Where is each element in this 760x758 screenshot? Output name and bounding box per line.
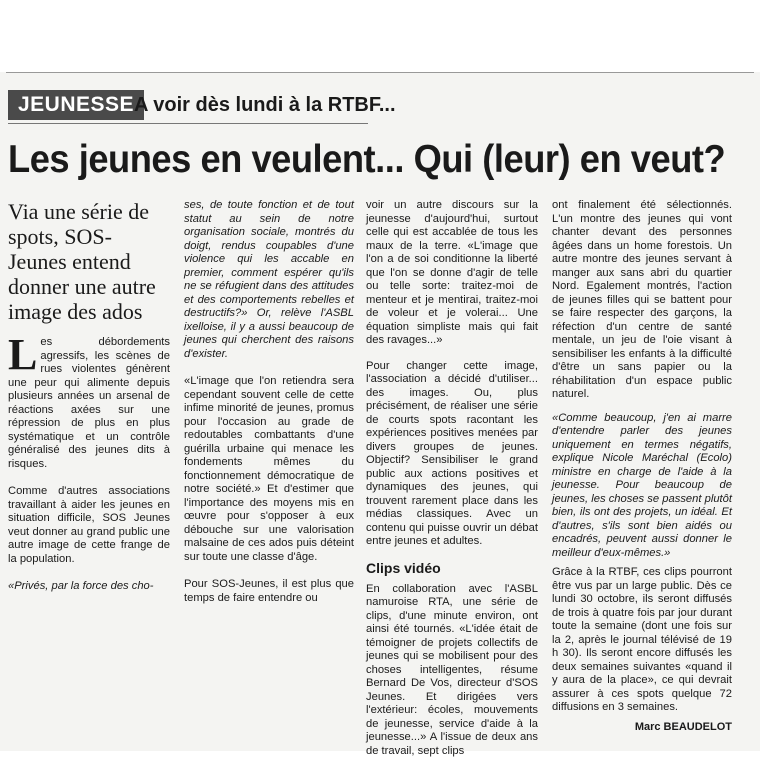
rubric-divider — [8, 123, 368, 124]
paragraph: Comme d'autres associations travaillant à aider les jeunes en situation difficile, SOS Jeunes veut donner au grand public une autre image de cette frange de la population. — [8, 485, 170, 566]
paragraph: voir un autre discours sur la jeunesse d'aujourd'hui, surtout celle qui est accablée de tous les maux de la terre. «L'image que l'on a de soi conditionne la liberté que l'on se donne d'agir de telle ou telle sorte: traitez-moi de menteur et je mentirai, traitez-moi de voleur et je volerai... Une équation simpliste mais qui fait des ravages...» — [366, 199, 538, 348]
paragraph: En collaboration avec l'ASBL namuroise RTA, une série de clips, d'une minute environ, ont ainsi été tournés. «L'idée était de témoigner de projets collectifs de jeunes qui se mobilisent pour des choses intelligentes, résume Bernard De Vos, directeur d'SOS Jeunes. Et dirigées vers l'extérieur: écoles, mouvements de jeunesse, service d'aide à la jeunesse...» A l'issue de deux ans de travail, sept clips — [366, 583, 538, 758]
paragraph: «Privés, par la force des cho- — [8, 580, 170, 594]
top-rule — [6, 72, 754, 79]
column-4 — [552, 199, 732, 734]
headline: Les jeunes en veulent... Qui (leur) en veut? — [8, 134, 701, 186]
signature: Marc BEAUDELOT — [552, 721, 732, 735]
paragraph: ont finalement été sélectionnés. L'un montre des jeunes qui vont chanter devant des personnes âgées dans un home forestois. Un autre montre des jeunes servant à manger aux sans abri du quartier Nord. Egalement montrés, l'action de jeunes filles qui se battent pour se faire respecter des garçons, la réfection d'un centre de santé mentale, un jeu de l'oie visant à sensibiliser les enfants à la difficulté d'être un sans papier ou la réhabilitation d'un espace public naturel. — [552, 199, 732, 402]
paragraph: Pour changer cette image, l'association a décidé d'utiliser... des images. Ou, plus précisément, de réaliser une série de courts spots racontant les expériences positives menées par divers groupes de jeunes. Objectif? Sensibiliser le grand public aux actions positives et dynamiques des jeunes, qui trouvent rarement place dans les médias classiques. Avec un contenu qui puisse ouvrir un débat entre jeunes et adultes. — [366, 360, 538, 549]
lead-paragraph — [8, 336, 170, 471]
lead-text: es débordements agressifs, les scènes de rues violentes génèrent une peur qui alimente depuis plusieurs années un arsenal de réactions axées sur une répression de plus en plus systématique et un contrôle généralisé des jeunes dits à risques. — [8, 336, 170, 470]
column-1 — [8, 199, 170, 594]
paragraph: «Comme beaucoup, j'en ai marre d'entendre parler des jeunes uniquement en termes négatifs, explique Nicole Maréchal (Ecolo) ministre en charge de l'aide à la jeunesse. Pour beaucoup de jeunes, les choses se passent plutôt bien, ils ont des projets, un idéal. Et d'autres, s'ils sont bien aidés ou encadrés, peuvent aussi donner le meilleur d'eux-mêmes.» — [552, 412, 732, 561]
paragraph: Pour SOS-Jeunes, il est plus que temps de faire entendre ou — [184, 578, 354, 605]
standfirst: Via une série de spots, SOS-Jeunes entend donner une autre image des ados — [8, 199, 170, 324]
newspaper-clipping — [0, 72, 760, 751]
subhead: Clips vidéo — [366, 559, 538, 577]
paragraph: ses, de toute fonction et de tout statut au sein de notre organisation sociale, montrés du doigt, rendus coupables d'une violence qui les accable en premier, comment espérer qu'ils ne se réfugient dans des attitudes et des comportements rebelles et destructifs?» Or, relève l'ASBL ixelloise, il y a aussi beaucoup de jeunes qui cherchent des raisons d'exister. — [184, 199, 354, 361]
section-rubric: JEUNESSE — [8, 90, 144, 120]
column-2 — [184, 199, 354, 605]
paragraph: «L'image que l'on retiendra sera cependant souvent celle de cette infime minorité de jeunes, promus pour l'occasion au grade de redoutables combattants d'une guérilla urbaine qui menace les fondements mêmes du fonctionnement démocratique de notre société.» Et d'estimer que l'importance des moyens mis en œuvre pour s'opposer à eux débouche sur une valorisation malsaine de ces ados puis déteint sur toute une classe d'âge. — [184, 375, 354, 564]
kicker: A voir dès lundi à la RTBF... — [134, 91, 396, 119]
drop-cap: L — [8, 336, 37, 374]
paragraph: Grâce à la RTBF, ces clips pourront être vus par un large public. Dès ce lundi 30 octobre, ils seront diffusés de trois à quatre fois par jour durant toute la semaine (dont une fois sur la 2, après le journal télévisé de 19 h 30). Ils seront encore diffusés les deux semaines suivantes «quand il y aura de la place», ce qui devrait assurer à ces spots quelque 72 diffusions en 3 semaines. — [552, 566, 732, 715]
column-3 — [366, 199, 538, 758]
